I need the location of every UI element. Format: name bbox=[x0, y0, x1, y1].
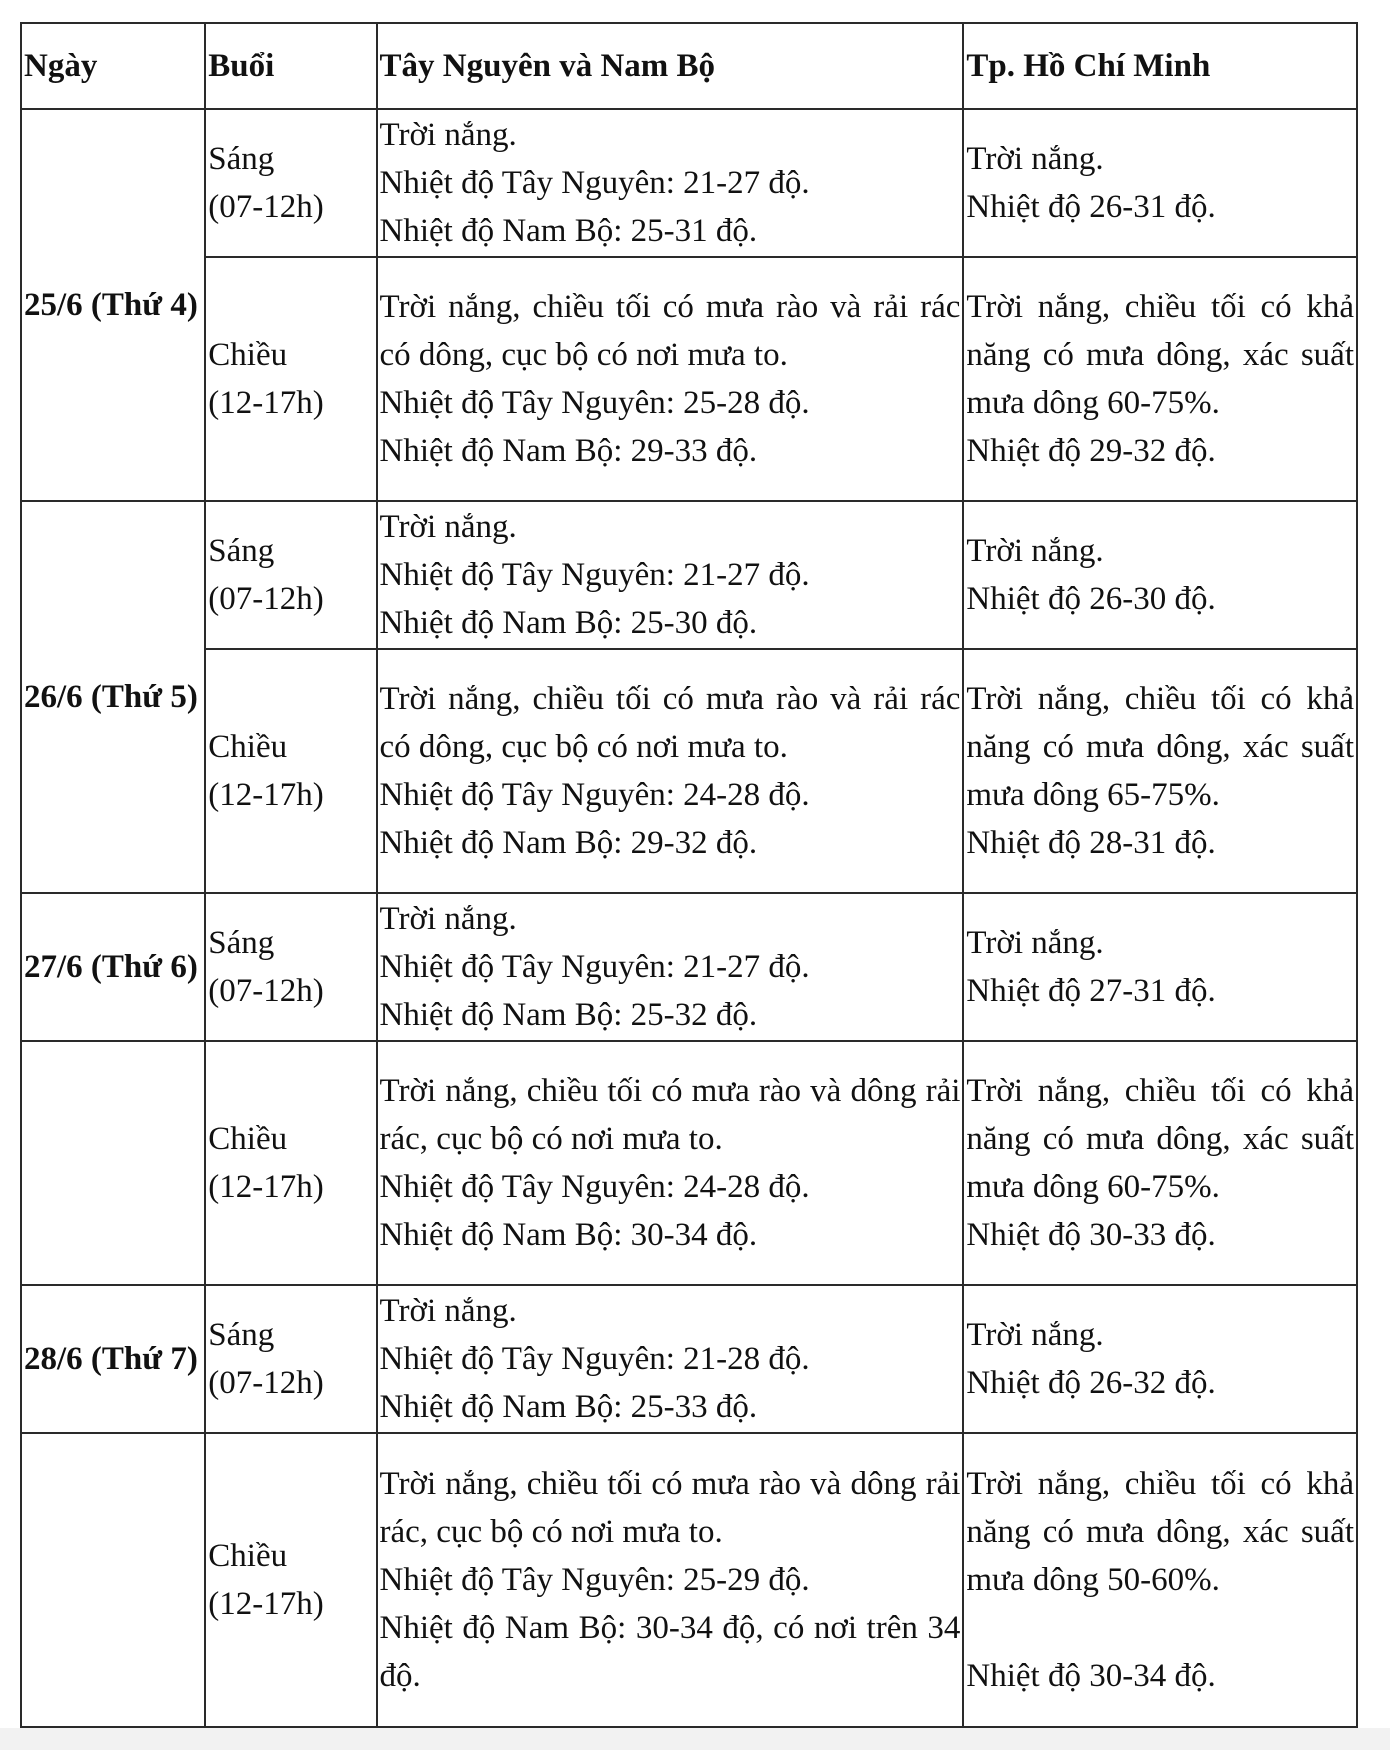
hcm-forecast-cell bbox=[963, 1433, 1357, 1727]
session-cell bbox=[205, 1041, 376, 1285]
region-line: Nhiệt độ Nam Bộ: 25-33 độ. bbox=[379, 1389, 758, 1425]
session-cell bbox=[205, 257, 376, 501]
hcm-line: Trời nắng. bbox=[966, 141, 1104, 177]
session-name: Sáng bbox=[208, 141, 275, 177]
region-line: Nhiệt độ Nam Bộ: 30-34 độ. bbox=[379, 1217, 758, 1253]
hcm-line: Nhiệt độ 27-31 độ. bbox=[966, 973, 1216, 1009]
day-cell bbox=[21, 1041, 205, 1285]
day-cell: 28/6 (Thứ 7) bbox=[21, 1285, 205, 1433]
hcm-forecast-cell bbox=[963, 893, 1357, 1041]
bottom-strip bbox=[0, 1728, 1390, 1750]
hcm-line bbox=[966, 1604, 1354, 1652]
header-row bbox=[21, 23, 1357, 109]
session-name: Sáng bbox=[208, 925, 275, 961]
weather-forecast-table bbox=[20, 22, 1358, 1728]
hcm-forecast-cell bbox=[963, 1285, 1357, 1433]
header-day: Ngày bbox=[21, 23, 205, 109]
region-line: Nhiệt độ Tây Nguyên: 24-28 độ. bbox=[379, 777, 810, 813]
region-line: Nhiệt độ Nam Bộ: 29-33 độ. bbox=[379, 433, 758, 469]
session-hours: (12-17h) bbox=[208, 777, 324, 813]
region-line: Trời nắng, chiều tối có mưa rào và rải rác có dông, cục bộ có nơi mưa to. bbox=[379, 681, 961, 765]
session-name: Chiều bbox=[208, 1121, 288, 1157]
hcm-line: Nhiệt độ 26-32 độ. bbox=[966, 1365, 1216, 1401]
session-hours: (12-17h) bbox=[208, 1586, 324, 1622]
hcm-line: Trời nắng. bbox=[966, 533, 1104, 569]
hcm-line: Nhiệt độ 26-31 độ. bbox=[966, 189, 1216, 225]
region-line: Nhiệt độ Tây Nguyên: 24-28 độ. bbox=[379, 1169, 810, 1205]
session-name: Chiều bbox=[208, 1538, 288, 1574]
hcm-line: Trời nắng, chiều tối có khả năng có mưa dông, xác suất mưa dông 65-75%. bbox=[966, 681, 1354, 813]
hcm-line: Nhiệt độ 29-32 độ. bbox=[966, 433, 1216, 469]
session-hours: (12-17h) bbox=[208, 385, 324, 421]
session-name: Sáng bbox=[208, 1317, 275, 1353]
hcm-line: Trời nắng, chiều tối có khả năng có mưa dông, xác suất mưa dông 50-60%. bbox=[966, 1466, 1354, 1598]
session-cell bbox=[205, 1285, 376, 1433]
region-line: Nhiệt độ Tây Nguyên: 21-27 độ. bbox=[379, 165, 810, 201]
table-row bbox=[21, 893, 1357, 1041]
region-forecast-cell bbox=[377, 649, 964, 893]
header-region: Tây Nguyên và Nam Bộ bbox=[377, 23, 964, 109]
session-hours: (07-12h) bbox=[208, 1365, 324, 1401]
region-line: Nhiệt độ Nam Bộ: 25-32 độ. bbox=[379, 997, 758, 1033]
region-line: Nhiệt độ Nam Bộ: 29-32 độ. bbox=[379, 825, 758, 861]
region-forecast-cell bbox=[377, 1433, 964, 1727]
session-name: Sáng bbox=[208, 533, 275, 569]
session-name: Chiều bbox=[208, 337, 288, 373]
session-hours: (12-17h) bbox=[208, 1169, 324, 1205]
session-cell bbox=[205, 649, 376, 893]
table-row bbox=[21, 109, 1357, 257]
region-line: Trời nắng, chiều tối có mưa rào và dông rải rác, cục bộ có nơi mưa to. bbox=[379, 1073, 961, 1157]
region-forecast-cell bbox=[377, 1041, 964, 1285]
hcm-line: Trời nắng, chiều tối có khả năng có mưa dông, xác suất mưa dông 60-75%. bbox=[966, 289, 1354, 421]
header-session: Buổi bbox=[205, 23, 376, 109]
region-line: Trời nắng, chiều tối có mưa rào và rải rác có dông, cục bộ có nơi mưa to. bbox=[379, 289, 961, 373]
region-line: Nhiệt độ Nam Bộ: 30-34 độ, có nơi trên 34 độ. bbox=[379, 1610, 961, 1694]
region-forecast-cell bbox=[377, 257, 964, 501]
session-cell bbox=[205, 1433, 376, 1727]
hcm-line: Trời nắng. bbox=[966, 1317, 1104, 1353]
hcm-forecast-cell bbox=[963, 501, 1357, 649]
hcm-line: Nhiệt độ 28-31 độ. bbox=[966, 825, 1216, 861]
hcm-line: Trời nắng. bbox=[966, 925, 1104, 961]
hcm-forecast-cell bbox=[963, 649, 1357, 893]
region-line: Nhiệt độ Tây Nguyên: 21-28 độ. bbox=[379, 1341, 810, 1377]
region-line: Trời nắng. bbox=[379, 1293, 517, 1329]
session-name: Chiều bbox=[208, 729, 288, 765]
hcm-line: Trời nắng, chiều tối có khả năng có mưa dông, xác suất mưa dông 60-75%. bbox=[966, 1073, 1354, 1205]
region-forecast-cell bbox=[377, 501, 964, 649]
region-line: Trời nắng. bbox=[379, 509, 517, 545]
session-cell bbox=[205, 893, 376, 1041]
region-forecast-cell bbox=[377, 893, 964, 1041]
region-forecast-cell bbox=[377, 1285, 964, 1433]
session-cell bbox=[205, 109, 376, 257]
header-hcm: Tp. Hồ Chí Minh bbox=[963, 23, 1357, 109]
table-row bbox=[21, 1433, 1357, 1727]
table-row bbox=[21, 1285, 1357, 1433]
region-line: Nhiệt độ Tây Nguyên: 25-28 độ. bbox=[379, 385, 810, 421]
region-line: Nhiệt độ Tây Nguyên: 21-27 độ. bbox=[379, 557, 810, 593]
region-line: Trời nắng. bbox=[379, 901, 517, 937]
session-hours: (07-12h) bbox=[208, 973, 324, 1009]
session-hours: (07-12h) bbox=[208, 189, 324, 225]
session-cell bbox=[205, 501, 376, 649]
region-line: Nhiệt độ Nam Bộ: 25-31 độ. bbox=[379, 213, 758, 249]
day-cell bbox=[21, 1433, 205, 1727]
region-line: Nhiệt độ Tây Nguyên: 21-27 độ. bbox=[379, 949, 810, 985]
hcm-forecast-cell bbox=[963, 1041, 1357, 1285]
table-row bbox=[21, 649, 1357, 893]
day-cell: 27/6 (Thứ 6) bbox=[21, 893, 205, 1041]
table-row bbox=[21, 257, 1357, 501]
session-hours: (07-12h) bbox=[208, 581, 324, 617]
region-line: Trời nắng, chiều tối có mưa rào và dông rải rác, cục bộ có nơi mưa to. bbox=[379, 1466, 961, 1550]
hcm-forecast-cell bbox=[963, 257, 1357, 501]
region-line: Nhiệt độ Tây Nguyên: 25-29 độ. bbox=[379, 1562, 810, 1598]
table-row bbox=[21, 1041, 1357, 1285]
day-cell: 26/6 (Thứ 5) bbox=[21, 501, 205, 893]
region-forecast-cell bbox=[377, 109, 964, 257]
region-line: Trời nắng. bbox=[379, 117, 517, 153]
table-row bbox=[21, 501, 1357, 649]
hcm-line: Nhiệt độ 30-33 độ. bbox=[966, 1217, 1216, 1253]
hcm-forecast-cell bbox=[963, 109, 1357, 257]
hcm-line: Nhiệt độ 30-34 độ. bbox=[966, 1658, 1216, 1694]
day-cell: 25/6 (Thứ 4) bbox=[21, 109, 205, 501]
region-line: Nhiệt độ Nam Bộ: 25-30 độ. bbox=[379, 605, 758, 641]
hcm-line: Nhiệt độ 26-30 độ. bbox=[966, 581, 1216, 617]
